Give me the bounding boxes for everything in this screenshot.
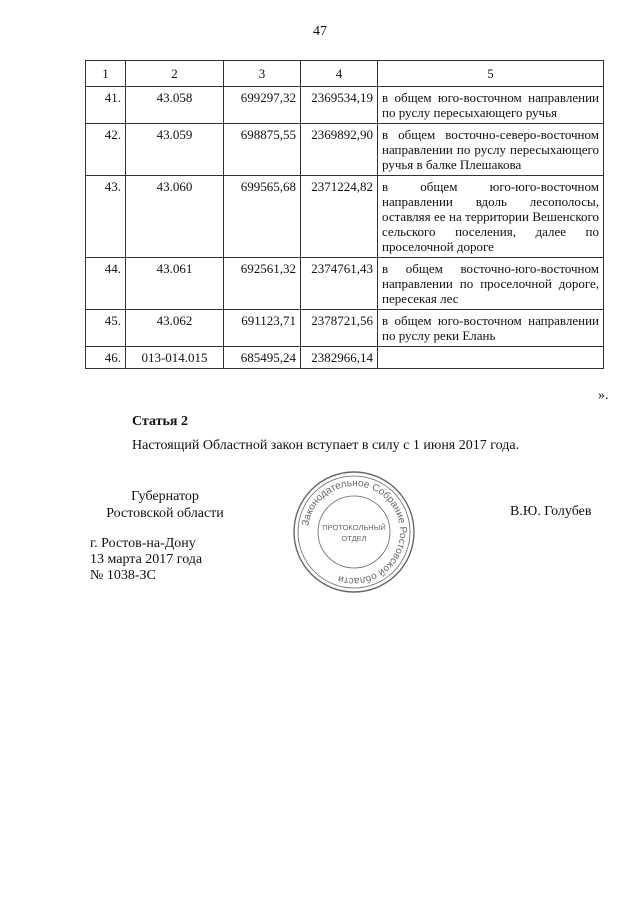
table-header-row: [86, 61, 604, 87]
official-stamp-icon: [292, 470, 416, 594]
row-number: 45.: [86, 310, 126, 347]
boundary-description: в общем юго-юго-восточном направлении вдоль лесополосы, оставляя ее на территории Вешенского сельского поселения, далее по проселочной дороге: [378, 176, 604, 258]
coordinate-y: 2378721,56: [301, 310, 378, 347]
coordinates-table: [85, 60, 604, 369]
row-number: 46.: [86, 347, 126, 369]
table-row: [86, 124, 604, 176]
point-id: 43.061: [126, 258, 224, 310]
column-header: 5: [378, 61, 604, 87]
page-number: 47: [313, 24, 327, 39]
law-number: № 1038-ЗС: [90, 568, 156, 583]
coordinate-y: 2369534,19: [301, 87, 378, 124]
row-number: 43.: [86, 176, 126, 258]
signatory-title: [90, 488, 240, 522]
boundary-description: в общем восточно-северо-восточном направлении по руслу пересыхающего ручья в балке Плешакова: [378, 124, 604, 176]
svg-text:Законодательное Собрание Росто: [300, 478, 408, 586]
coordinate-y: 2374761,43: [301, 258, 378, 310]
column-header: 4: [301, 61, 378, 87]
coordinate-x: 699297,32: [224, 87, 301, 124]
coordinate-x: 685495,24: [224, 347, 301, 369]
coordinate-y: 2369892,90: [301, 124, 378, 176]
point-id: 43.060: [126, 176, 224, 258]
column-header: 1: [86, 61, 126, 87]
boundary-description: в общем восточно-юго-восточном направлении по проселочной дороге, пересекая лес: [378, 258, 604, 310]
signatory-title-line: Губернатор: [131, 489, 199, 504]
coordinate-x: 692561,32: [224, 258, 301, 310]
point-id: 43.062: [126, 310, 224, 347]
table-row: [86, 176, 604, 258]
column-header: 2: [126, 61, 224, 87]
article-title: Статья 2: [132, 414, 188, 429]
table-row: [86, 347, 604, 369]
article-text: Настоящий Областной закон вступает в силу с 1 июня 2017 года.: [132, 438, 520, 453]
date: 13 марта 2017 года: [90, 552, 203, 567]
point-id: 013-014.015: [126, 347, 224, 369]
boundary-description: в общем юго-восточном направлении по руслу пересыхающего ручья: [378, 87, 604, 124]
point-id: 43.058: [126, 87, 224, 124]
signatory-title-line: Ростовской области: [106, 506, 224, 521]
point-id: 43.059: [126, 124, 224, 176]
table-row: [86, 87, 604, 124]
stamp-center-line: ОТДЕЛ: [341, 534, 367, 543]
table-row: [86, 258, 604, 310]
table-row: [86, 310, 604, 347]
row-number: 42.: [86, 124, 126, 176]
coordinate-x: 691123,71: [224, 310, 301, 347]
column-header: 3: [224, 61, 301, 87]
boundary-description: [378, 347, 604, 369]
row-number: 41.: [86, 87, 126, 124]
coordinate-x: 698875,55: [224, 124, 301, 176]
signatory-name: В.Ю. Голубев: [510, 504, 592, 519]
row-number: 44.: [86, 258, 126, 310]
place-and-date: [90, 536, 202, 584]
boundary-description: в общем юго-восточном направлении по руслу реки Елань: [378, 310, 604, 347]
stamp-ring-text: Законодательное Собрание Ростовской области: [300, 477, 409, 587]
coordinate-y: 2371224,82: [301, 176, 378, 258]
city: г. Ростов-на-Дону: [90, 536, 196, 551]
coordinate-y: 2382966,14: [301, 347, 378, 369]
closing-quote: ».: [598, 388, 609, 403]
coordinate-x: 699565,68: [224, 176, 301, 258]
stamp-center-line: ПРОТОКОЛЬНЫЙ: [322, 523, 386, 532]
